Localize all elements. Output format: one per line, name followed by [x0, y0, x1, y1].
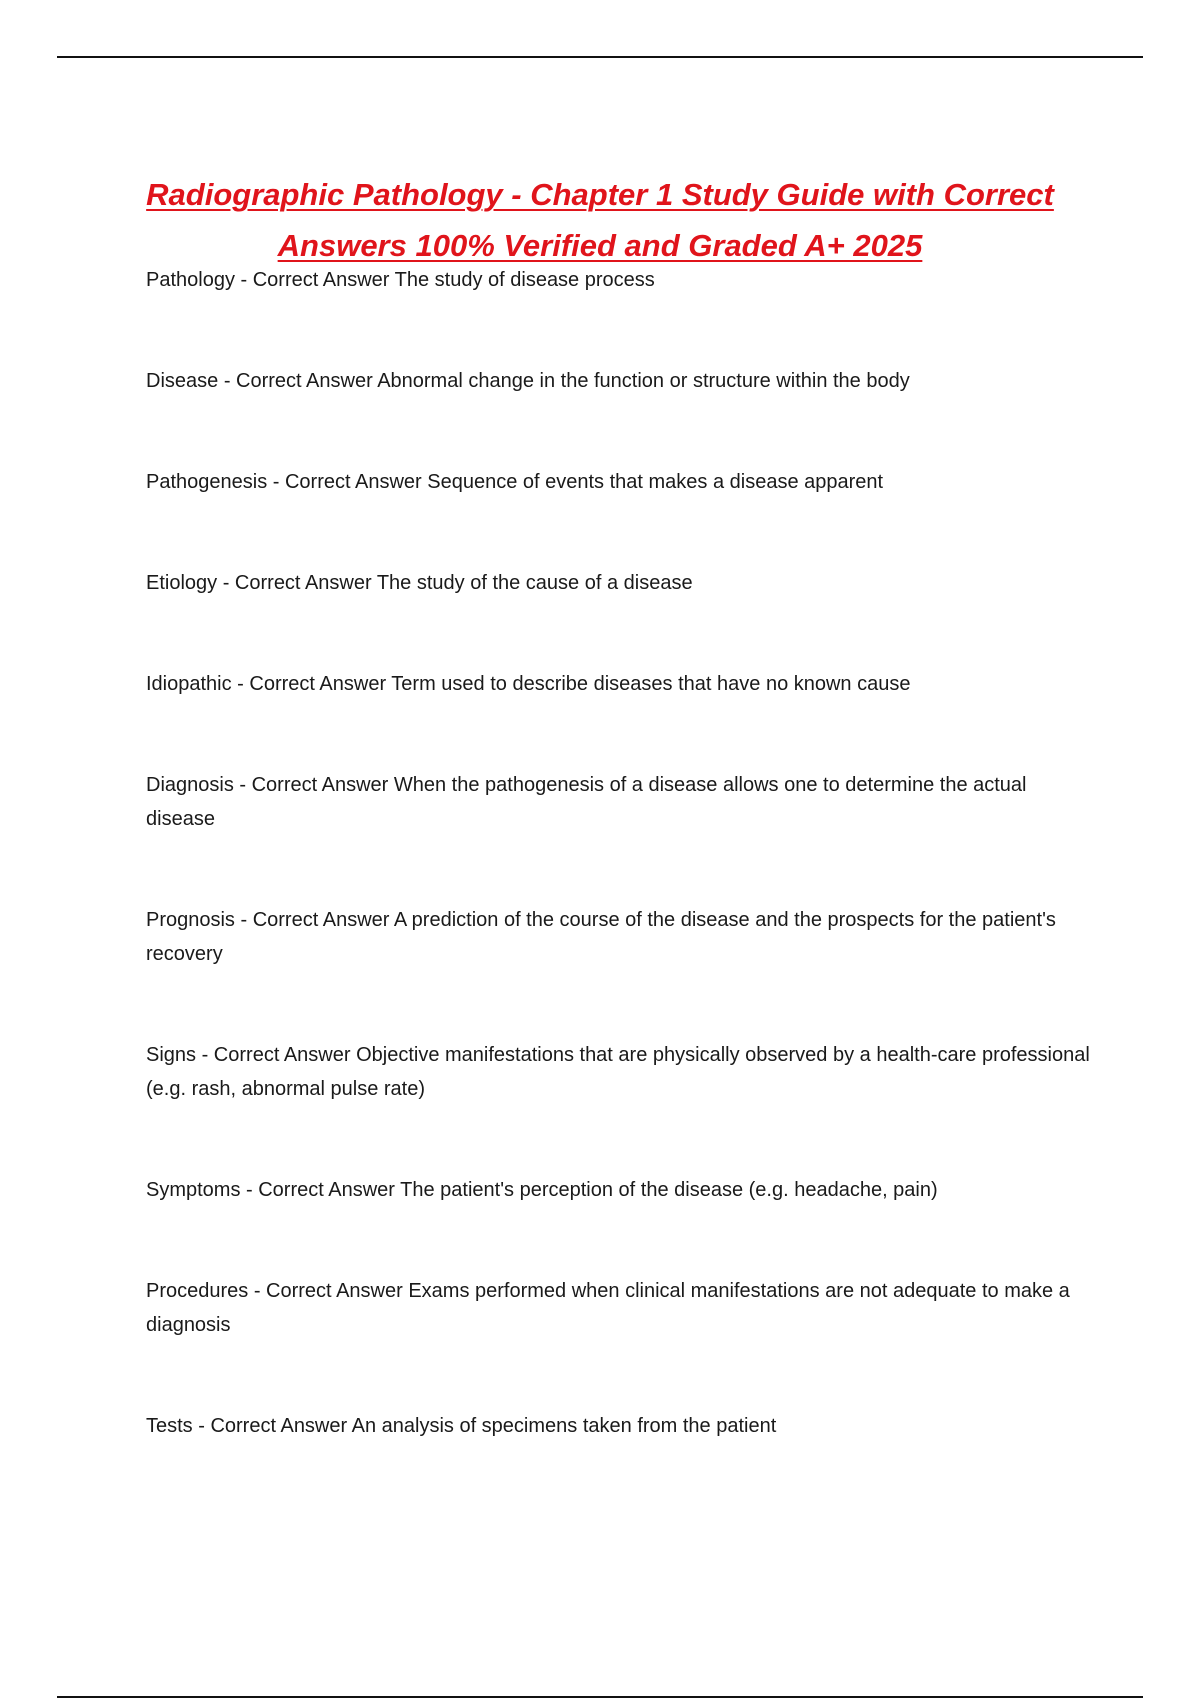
entry-signs: Signs - Correct Answer Objective manifestations that are physically observed by a health-care professional (e.g. rash, abnormal pulse rate): [146, 1044, 1090, 1100]
bottom-rule: [57, 1696, 1143, 1698]
entry-procedures: Procedures - Correct Answer Exams performed when clinical manifestations are not adequate to make a diagnosis: [146, 1280, 1070, 1336]
entry-diagnosis: Diagnosis - Correct Answer When the pathogenesis of a disease allows one to determine the actual disease: [146, 774, 1027, 830]
entry-tests: Tests - Correct Answer An analysis of specimens taken from the patient: [146, 1415, 777, 1437]
entry-pathology: Pathology - Correct Answer The study of disease process: [146, 269, 655, 291]
top-rule: [57, 56, 1143, 58]
entry-etiology: Etiology - Correct Answer The study of the cause of a disease: [146, 572, 693, 594]
entry-prognosis: Prognosis - Correct Answer A prediction of the course of the disease and the prospects for the patient's recovery: [146, 909, 1056, 965]
entry-idiopathic: Idiopathic - Correct Answer Term used to describe diseases that have no known cause: [146, 673, 911, 695]
document-title: Radiographic Pathology - Chapter 1 Study Guide with Correct Answers 100% Verified and Graded A+ 2025: [146, 176, 1054, 263]
entry-pathogenesis: Pathogenesis - Correct Answer Sequence of events that makes a disease apparent: [146, 471, 884, 493]
entry-symptoms: Symptoms - Correct Answer The patient's perception of the disease (e.g. headache, pain): [146, 1179, 938, 1201]
entry-disease: Disease - Correct Answer Abnormal change in the function or structure within the body: [146, 370, 910, 392]
